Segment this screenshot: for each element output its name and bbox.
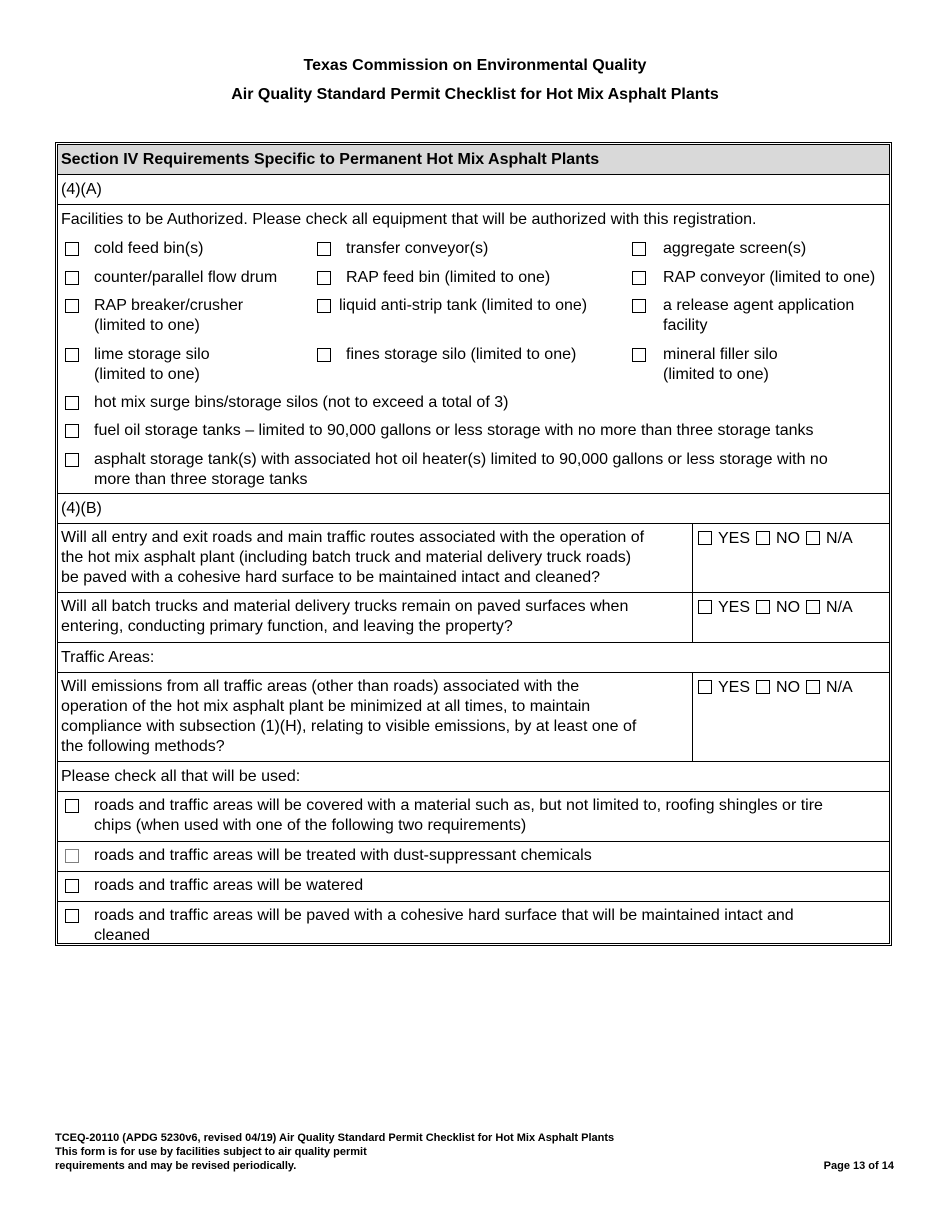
answer-group [698,598,859,618]
question-line: Will all entry and exit roads and main traffic routes associated with the operation of [61,529,645,546]
form-title: Air Quality Standard Permit Checklist for Hot Mix Asphalt Plants [231,86,719,103]
question-traffic-emissions [58,673,889,762]
method-label: roads and traffic areas will be treated with dust-suppressant chemicals [94,847,592,864]
equipment-label: RAP breaker/crusher [94,297,244,314]
yes-label: YES [718,530,751,547]
equipment-checkbox[interactable] [65,396,79,410]
part-4a-label: (4)(A) [61,181,102,198]
question-roads-paved [58,524,889,593]
equipment-label: RAP conveyor (limited to one) [663,269,876,286]
equipment-block [58,205,889,494]
part-4b-label-row [58,494,889,524]
equipment-label: fines storage silo (limited to one) [346,346,577,363]
na-checkbox[interactable] [806,531,820,545]
equipment-label: hot mix surge bins/storage silos (not to exceed a total of 3) [94,394,509,411]
equipment-checkbox[interactable] [65,271,79,285]
question-line: the hot mix asphalt plant (including batch truck and material delivery truck roads) [61,549,632,566]
column-divider [692,524,693,592]
equipment-checkbox[interactable] [632,271,646,285]
method-row [58,902,889,943]
method-row [58,872,889,902]
equipment-checkbox[interactable] [65,242,79,256]
equipment-label: mineral filler silo [663,346,778,363]
method-label: roads and traffic areas will be paved with a cohesive hard surface that will be maintained intact and [94,907,794,924]
equipment-label-note: (limited to one) [663,366,769,383]
equipment-label: a release agent application [663,297,855,314]
method-checkbox[interactable] [65,879,79,893]
column-divider [692,593,693,642]
question-line: compliance with subsection (1)(H), relating to visible emissions, by at least one of [61,718,637,735]
method-label: roads and traffic areas will be covered with a material such as, but not limited to, roofing shingles or tire [94,797,823,814]
method-label-cont: chips (when used with one of the following two requirements) [94,817,527,834]
equipment-label: transfer conveyor(s) [346,240,489,257]
equipment-checkbox[interactable] [317,299,331,313]
equipment-checkbox[interactable] [317,242,331,256]
na-label: N/A [826,599,853,616]
check-all-label: Please check all that will be used: [61,768,301,785]
equipment-label: counter/parallel flow drum [94,269,278,286]
equipment-checkbox[interactable] [317,271,331,285]
equipment-label-note: (limited to one) [94,366,200,383]
section-header-row [58,145,889,175]
equipment-checkbox[interactable] [65,453,79,467]
equipment-checkbox[interactable] [632,299,646,313]
na-checkbox[interactable] [806,680,820,694]
na-label: N/A [826,530,853,547]
na-checkbox[interactable] [806,600,820,614]
equipment-label: cold feed bin(s) [94,240,204,257]
equipment-label-note: (limited to one) [94,317,200,334]
method-checkbox[interactable] [65,849,79,863]
no-label: NO [776,679,801,696]
equipment-label: aggregate screen(s) [663,240,807,257]
equipment-checkbox[interactable] [632,348,646,362]
equipment-label: fuel oil storage tanks – limited to 90,000 gallons or less storage with no more than three storage tanks [94,422,814,439]
checklist-table [55,142,892,946]
method-label-cont: cleaned [94,927,151,944]
method-row [58,792,889,842]
footer-note-cont: requirements and may be revised periodically. [55,1160,297,1172]
traffic-areas-row [58,643,889,673]
no-checkbox[interactable] [756,531,770,545]
equipment-checkbox[interactable] [317,348,331,362]
equipment-checkbox[interactable] [65,299,79,313]
no-checkbox[interactable] [756,600,770,614]
equipment-checkbox[interactable] [65,424,79,438]
equipment-label-note: more than three storage tanks [94,471,308,488]
check-all-row [58,762,889,792]
method-checkbox[interactable] [65,799,79,813]
part-4a-label-row [58,175,889,205]
question-line: Will all batch trucks and material delivery trucks remain on paved surfaces when [61,598,629,615]
no-checkbox[interactable] [756,680,770,694]
question-line: Will emissions from all traffic areas (other than roads) associated with the [61,678,580,695]
question-line: be paved with a cohesive hard surface to be maintained intact and cleaned? [61,569,601,586]
agency-title: Texas Commission on Environmental Quality [303,57,647,74]
question-line: the following methods? [61,738,225,755]
equipment-intro: Facilities to be Authorized. Please check all equipment that will be authorized with this registration. [61,211,757,228]
equipment-checkbox[interactable] [632,242,646,256]
equipment-label: liquid anti-strip tank (limited to one) [339,297,588,314]
footer-form-id: TCEQ-20110 (APDG 5230v6, revised 04/19) Air Quality Standard Permit Checklist for Hot Mix Asphalt Plants [55,1132,615,1144]
answer-group [698,678,859,698]
yes-checkbox[interactable] [698,680,712,694]
traffic-areas-label: Traffic Areas: [61,649,155,666]
column-divider [692,673,693,761]
footer-note: This form is for use by facilities subject to air quality permit [55,1146,367,1158]
equipment-label: asphalt storage tank(s) with associated hot oil heater(s) limited to 90,000 gallons or less storage with no [94,451,828,468]
section-title: Section IV Requirements Specific to Permanent Hot Mix Asphalt Plants [61,151,600,168]
answer-group [698,529,859,549]
yes-checkbox[interactable] [698,600,712,614]
na-label: N/A [826,679,853,696]
method-label: roads and traffic areas will be watered [94,877,364,894]
question-line: entering, conducting primary function, and leaving the property? [61,618,513,635]
equipment-label: lime storage silo [94,346,210,363]
yes-label: YES [718,599,751,616]
page-number: Page 13 of 14 [823,1160,894,1172]
method-row [58,842,889,872]
equipment-checkbox[interactable] [65,348,79,362]
equipment-label: RAP feed bin (limited to one) [346,269,551,286]
yes-checkbox[interactable] [698,531,712,545]
no-label: NO [776,530,801,547]
method-checkbox[interactable] [65,909,79,923]
no-label: NO [776,599,801,616]
question-line: operation of the hot mix asphalt plant be minimized at all times, to maintain [61,698,591,715]
question-trucks-paved [58,593,889,643]
part-4b-label: (4)(B) [61,500,102,517]
yes-label: YES [718,679,751,696]
equipment-label-note: facility [663,317,708,334]
